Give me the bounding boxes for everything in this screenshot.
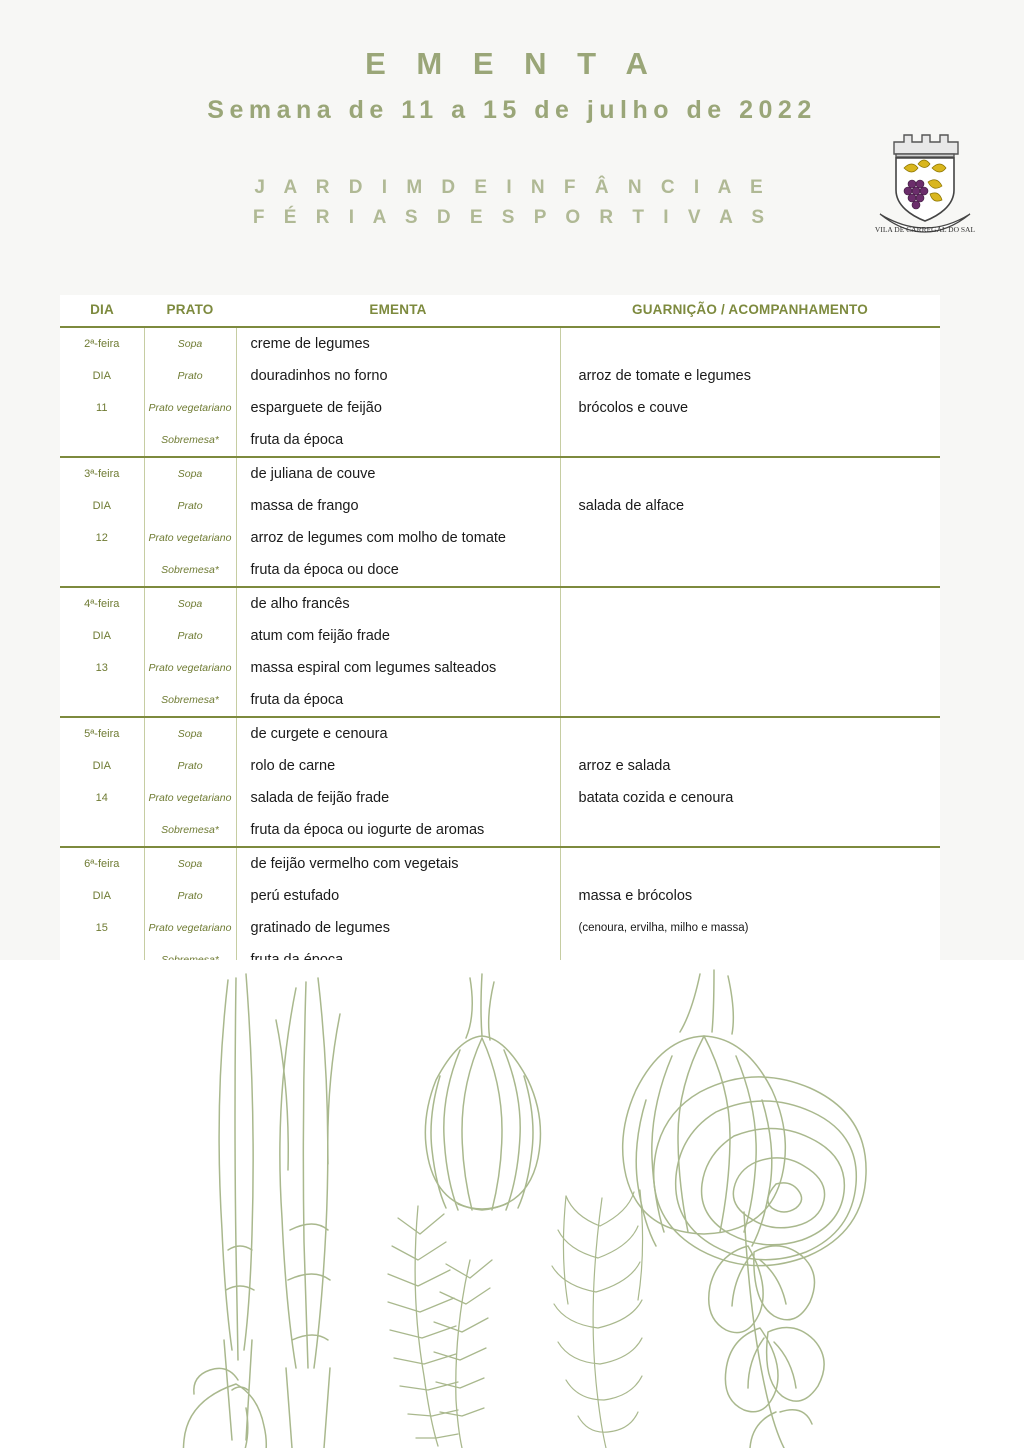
municipal-crest-logo xyxy=(866,122,984,242)
menu-item: fruta da época xyxy=(236,424,560,457)
column-header-guarnicao: GUARNIÇÃO / ACOMPANHAMENTO xyxy=(560,295,940,327)
course-type: Prato xyxy=(144,750,236,782)
day-spacer xyxy=(60,684,144,717)
course-type: Sobremesa* xyxy=(144,684,236,717)
table-row xyxy=(60,360,940,392)
day-number: 12 xyxy=(60,522,144,554)
menu-item: fruta da época ou iogurte de aromas xyxy=(236,814,560,847)
table-row xyxy=(60,847,940,880)
course-type: Sopa xyxy=(144,587,236,620)
side-dish: brócolos e couve xyxy=(578,400,689,416)
course-type: Sopa xyxy=(144,457,236,490)
course-type: Sopa xyxy=(144,847,236,880)
day-spacer xyxy=(60,814,144,847)
side-dish xyxy=(560,814,940,847)
table-row xyxy=(60,457,940,490)
day-spacer xyxy=(60,424,144,457)
menu-table xyxy=(60,295,940,976)
side-dish xyxy=(560,424,940,457)
menu-item: fruta da época ou doce xyxy=(236,554,560,587)
menu-item: de feijão vermelho com vegetais xyxy=(236,847,560,880)
group-title-line2: F É R I A S D E S P O R T I V A S xyxy=(252,207,772,228)
menu-item: creme de legumes xyxy=(236,327,560,360)
course-type: Prato vegetariano xyxy=(144,522,236,554)
table-row xyxy=(60,684,940,717)
menu-item: esparguete de feijão xyxy=(236,392,560,424)
side-dish xyxy=(560,717,940,750)
side-dish: arroz e salada xyxy=(578,758,671,774)
side-dish xyxy=(560,457,940,490)
table-row xyxy=(60,424,940,457)
menu-item: de curgete e cenoura xyxy=(236,717,560,750)
day-weekday: 3ª-feira xyxy=(60,457,144,490)
menu-item: massa de frango xyxy=(236,490,560,522)
menu-item: gratinado de legumes xyxy=(236,912,560,944)
day-weekday: 5ª-feira xyxy=(60,717,144,750)
menu-item: massa espiral com legumes salteados xyxy=(236,652,560,684)
menu-item: rolo de carne xyxy=(236,750,560,782)
course-type: Sopa xyxy=(144,717,236,750)
column-header-ementa: EMENTA xyxy=(236,295,560,327)
course-type: Sobremesa* xyxy=(144,814,236,847)
menu-item: de alho francês xyxy=(236,587,560,620)
column-header-prato: PRATO xyxy=(144,295,236,327)
day-label: DIA xyxy=(60,490,144,522)
day-weekday: 4ª-feira xyxy=(60,587,144,620)
menu-table-header xyxy=(60,295,940,327)
side-dish: salada de alface xyxy=(578,498,685,514)
crest-caption: VILA DE CARREGAL DO SAL xyxy=(874,225,976,234)
table-row xyxy=(60,620,940,652)
day-number: 13 xyxy=(60,652,144,684)
side-dish xyxy=(560,684,940,717)
course-type: Prato vegetariano xyxy=(144,912,236,944)
side-dish xyxy=(560,587,940,620)
course-type: Prato vegetariano xyxy=(144,782,236,814)
day-label: DIA xyxy=(60,750,144,782)
side-dish xyxy=(560,327,940,360)
course-type: Prato vegetariano xyxy=(144,652,236,684)
table-row xyxy=(60,554,940,587)
day-label: DIA xyxy=(60,620,144,652)
page-subtitle: Semana de 11 a 15 de julho de 2022 xyxy=(207,96,817,124)
day-number: 11 xyxy=(60,392,144,424)
day-label: DIA xyxy=(60,360,144,392)
menu-item: douradinhos no forno xyxy=(236,360,560,392)
table-row xyxy=(60,782,940,814)
menu-item: de juliana de couve xyxy=(236,457,560,490)
course-type: Sobremesa* xyxy=(144,424,236,457)
table-row xyxy=(60,327,940,360)
course-type: Prato xyxy=(144,880,236,912)
vegetable-illustration xyxy=(0,960,1024,1448)
table-row xyxy=(60,814,940,847)
course-type: Prato xyxy=(144,490,236,522)
side-dish: massa e brócolos xyxy=(578,888,693,904)
table-row xyxy=(60,912,940,944)
menu-table-body xyxy=(60,327,940,976)
side-dish xyxy=(560,620,940,652)
menu-item: perú estufado xyxy=(236,880,560,912)
menu-item: salada de feijão frade xyxy=(236,782,560,814)
table-row xyxy=(60,880,940,912)
table-row xyxy=(60,587,940,620)
menu-item: atum com feijão frade xyxy=(236,620,560,652)
course-type: Prato xyxy=(144,360,236,392)
menu-item: fruta da época xyxy=(236,684,560,717)
column-header-dia: DIA xyxy=(60,295,144,327)
day-spacer xyxy=(60,554,144,587)
table-row xyxy=(60,750,940,782)
group-title-line1: J A R D I M D E I N F Â N C I A E xyxy=(254,177,770,198)
menu-table-container xyxy=(60,295,940,978)
day-weekday: 6ª-feira xyxy=(60,847,144,880)
table-row xyxy=(60,522,940,554)
side-dish: arroz de tomate e legumes xyxy=(578,368,751,384)
day-label: DIA xyxy=(60,880,144,912)
day-number: 15 xyxy=(60,912,144,944)
course-type: Prato xyxy=(144,620,236,652)
day-weekday: 2ª-feira xyxy=(60,327,144,360)
course-type: Prato vegetariano xyxy=(144,392,236,424)
menu-item: arroz de legumes com molho de tomate xyxy=(236,522,560,554)
side-dish xyxy=(560,847,940,880)
day-number: 14 xyxy=(60,782,144,814)
table-row xyxy=(60,490,940,522)
table-row xyxy=(60,717,940,750)
side-dish: (cenoura, ervilha, milho e massa) xyxy=(578,922,749,934)
table-row xyxy=(60,392,940,424)
course-type: Sopa xyxy=(144,327,236,360)
course-type: Sobremesa* xyxy=(144,554,236,587)
side-dish xyxy=(560,522,940,554)
side-dish xyxy=(560,652,940,684)
table-row xyxy=(60,652,940,684)
side-dish xyxy=(560,554,940,587)
side-dish: batata cozida e cenoura xyxy=(578,790,734,806)
page-title: E M E N T A xyxy=(365,46,659,81)
